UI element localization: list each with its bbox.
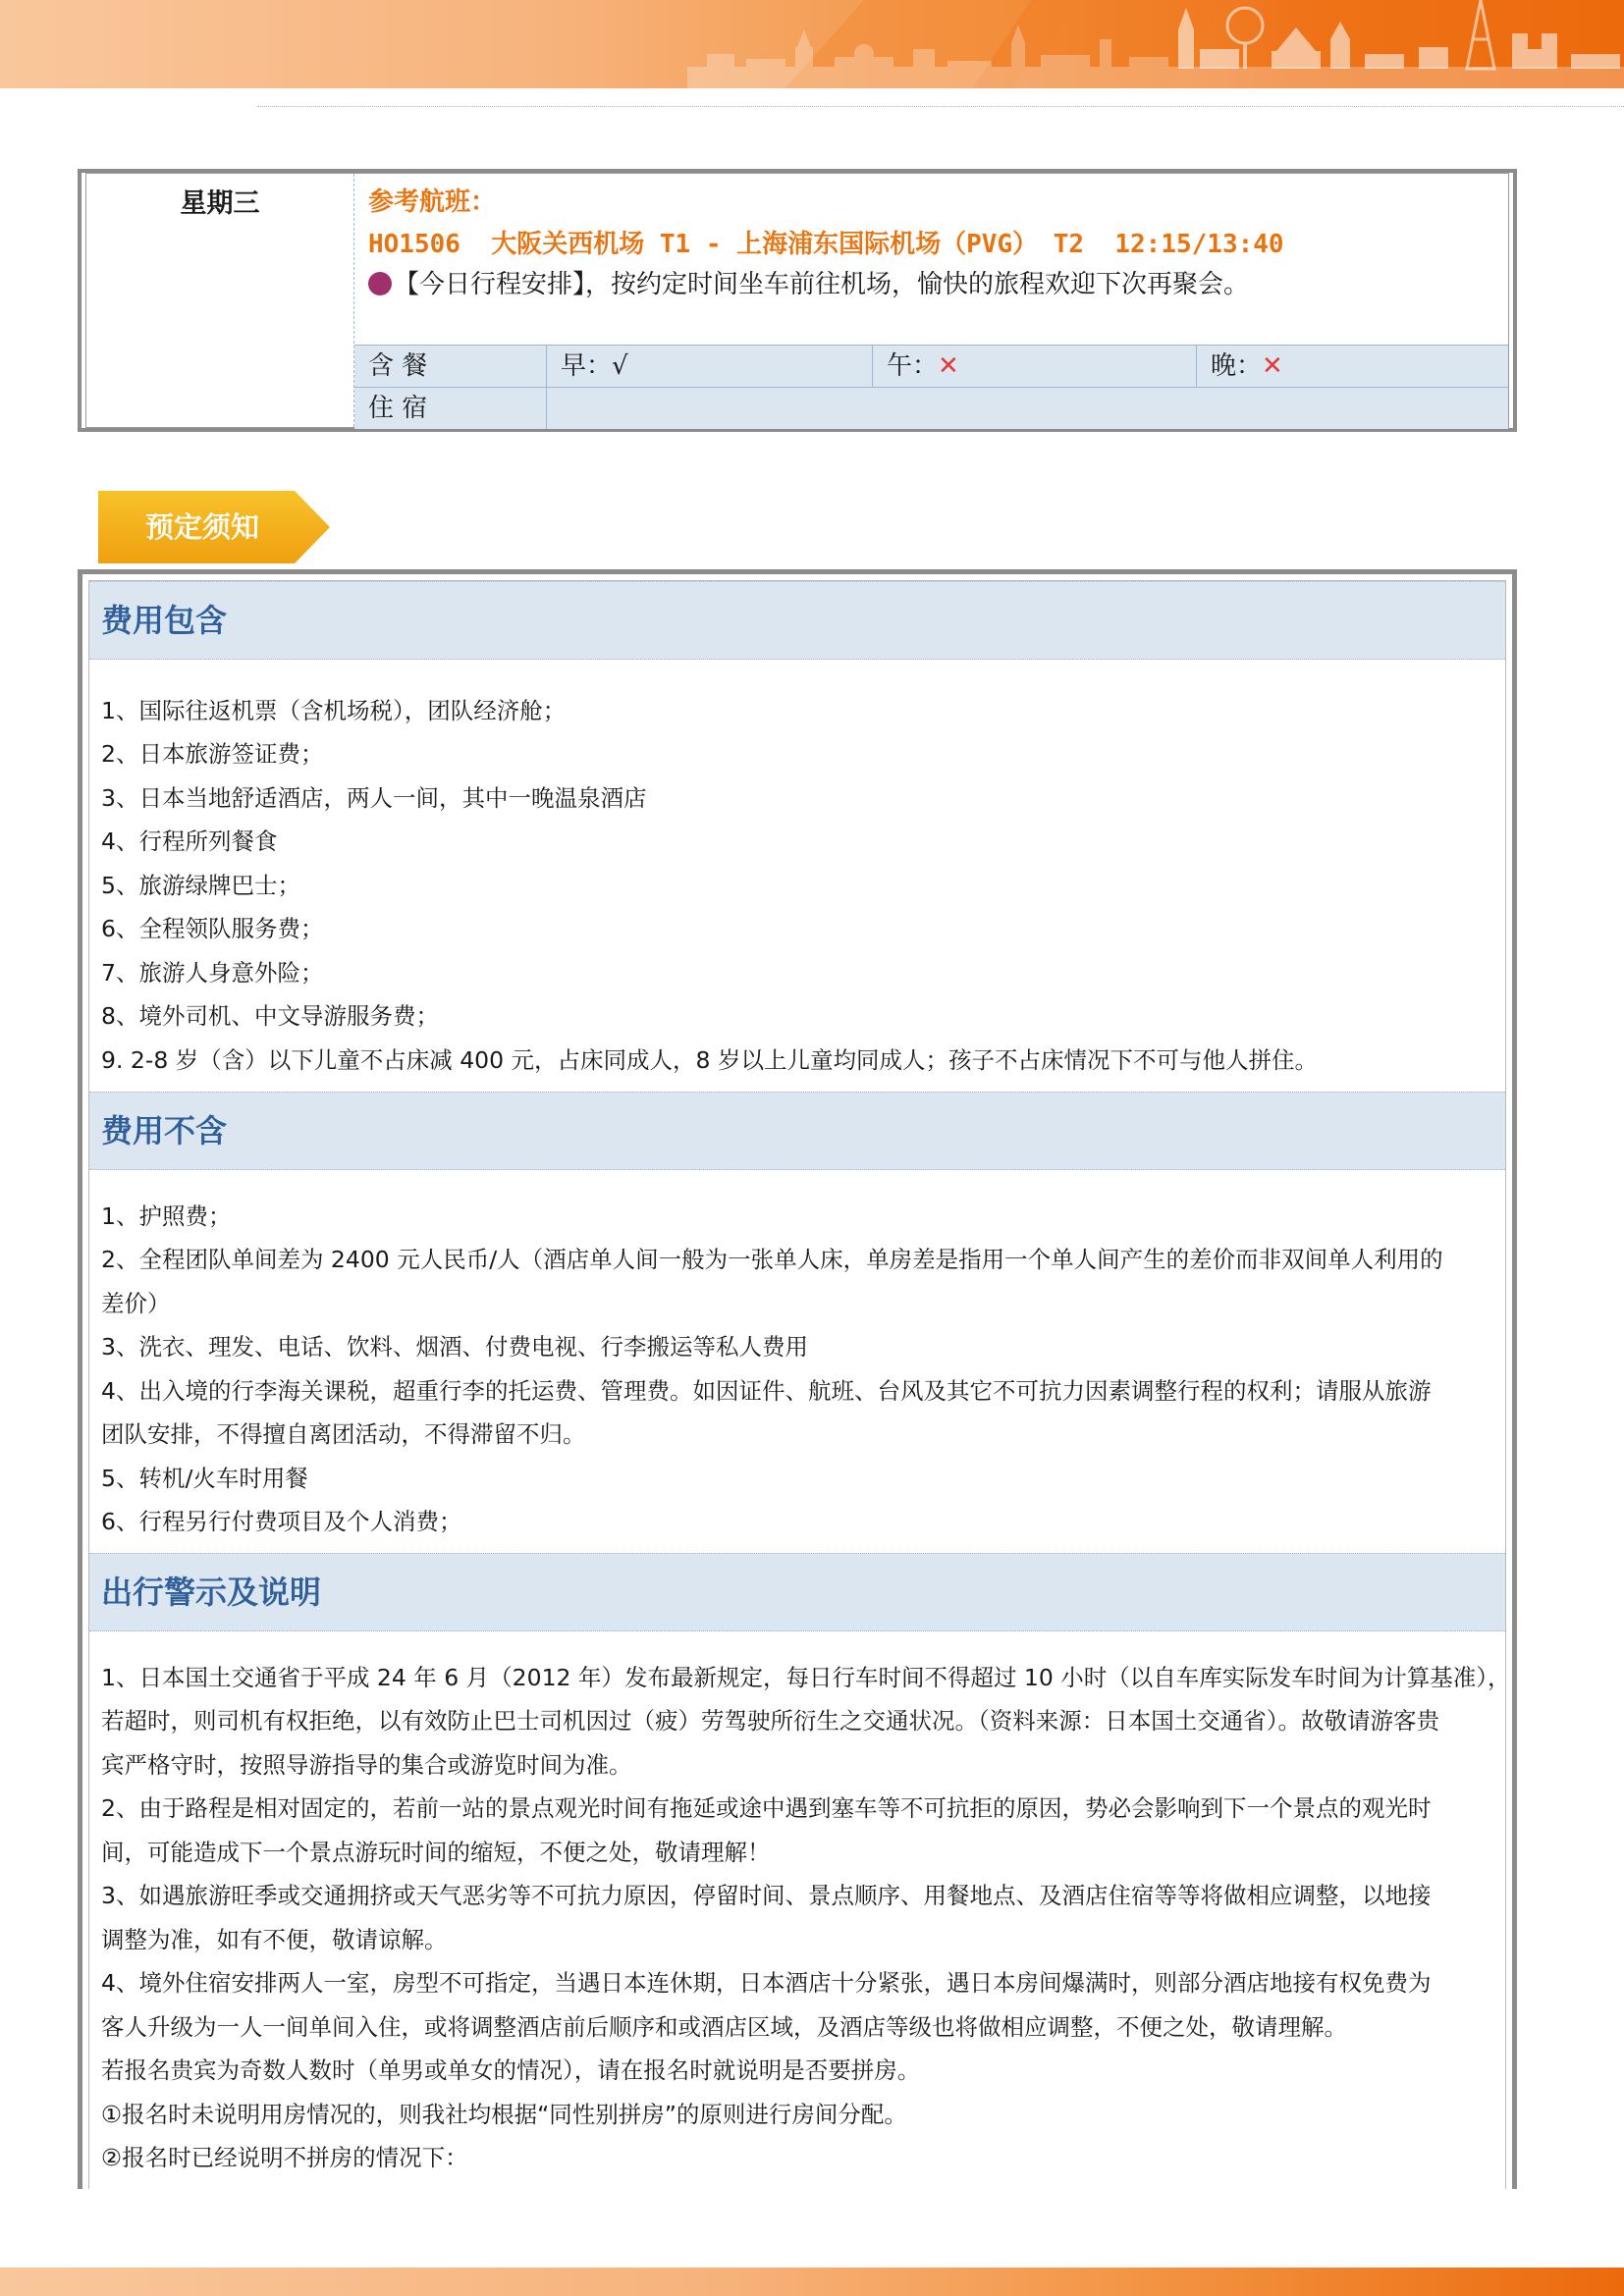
list-item: 间，可能造成下一个景点游玩时间的缩短，不便之处，敬请理解！ xyxy=(101,1839,771,1866)
list-item: 3、日本当地舒适酒店，两人一间，其中一晚温泉酒店 xyxy=(101,784,647,812)
list-item: 3、洗衣、理发、电话、饮料、烟酒、付费电视、行李搬运等私人费用 xyxy=(101,1333,808,1361)
day-plan xyxy=(368,264,1249,300)
list-item: 7、旅游人身意外险； xyxy=(101,959,324,987)
lunch-cell xyxy=(873,346,1197,387)
breakfast-cell: 早：√ xyxy=(547,346,873,387)
list-item: 4、行程所列餐食 xyxy=(101,828,278,855)
hotel-label: 住 宿 xyxy=(354,388,547,429)
lunch-label: 午： xyxy=(887,351,939,381)
list-item: ①报名时未说明用房情况的，则我社均根据“同性别拼房”的原则进行房间分配。 xyxy=(101,2101,907,2128)
city-skyline-icon xyxy=(0,0,1624,88)
list-item: 差价） xyxy=(101,1290,171,1317)
list-item: 9. 2-8 岁（含）以下儿童不占床减 400 元，占床同成人，8 岁以上儿童均同成人；孩子不占床情况下不可与他人拼住。 xyxy=(101,1046,1318,1074)
section-title-excluded: 费用不含 xyxy=(101,1112,228,1149)
list-item: 6、行程另行付费项目及个人消费； xyxy=(101,1508,462,1535)
list-item: 宾严格守时，按照导游指导的集合或游览时间为准。 xyxy=(101,1751,632,1779)
list-item: 3、如遇旅游旺季或交通拥挤或天气恶劣等不可抗力原因，停留时间、景点顺序、用餐地点、及酒店住宿等等将做相应调整，以地接 xyxy=(101,1882,1432,1909)
cross-icon: ✕ xyxy=(1262,351,1283,381)
list-item: 调整为准，如有不便，敬请谅解。 xyxy=(101,1926,448,1953)
list-item: 客人升级为一人一间单间入住，或将调整酒店前后顺序和或酒店区域，及酒店等级也将做相应调整，不便之处，敬请理解。 xyxy=(101,2013,1347,2041)
bullet-dot-icon xyxy=(368,272,392,295)
hotel-row xyxy=(354,387,1508,429)
day-itinerary-table xyxy=(78,169,1517,432)
dinner-cell xyxy=(1197,346,1508,387)
day-label: 星期三 xyxy=(180,188,260,219)
list-item: 6、全程领队服务费； xyxy=(101,915,324,942)
list-item: 若超时，则司机有权拒绝，以有效防止巴士司机因过（疲）劳驾驶所衍生之交通状况。（资料来源：日本国土交通省）。故敬请游客贵 xyxy=(101,1707,1439,1735)
list-item: 5、旅游绿牌巴士； xyxy=(101,872,300,899)
list-item: 若报名贵宾为奇数人数时（单男或单女的情况），请在报名时就说明是否要拼房。 xyxy=(101,2056,921,2084)
footer-bar xyxy=(0,2268,1624,2296)
list-item: 4、出入境的行李海关课税，超重行李的托运费、管理费。如因证件、航班、台风及其它不可抗力因素调整行程的权利；请服从旅游 xyxy=(101,1377,1432,1405)
list-item: ②报名时已经说明不拼房的情况下： xyxy=(101,2144,468,2171)
section-title-included: 费用包含 xyxy=(101,602,228,639)
cross-icon: ✕ xyxy=(938,351,959,381)
day-details xyxy=(354,174,1508,427)
list-item: 1、护照费； xyxy=(101,1202,232,1230)
list-item: 1、日本国土交通省于平成 24 年 6 月（2012 年）发布最新规定，每日行车时间不得超过 10 小时（以自车库实际发车时间为计算基准）， xyxy=(101,1664,1511,1691)
list-item: 8、境外司机、中文导游服务费； xyxy=(101,1002,439,1030)
list-item: 4、境外住宿安排两人一室，房型不可指定，当遇日本连休期，日本酒店十分紧张，遇日本房间爆满时，则部分酒店地接有权免费为 xyxy=(101,1969,1432,1997)
header-banner xyxy=(0,0,1624,88)
flight-title: 参考航班： xyxy=(368,187,497,217)
hotel-value xyxy=(547,388,1508,429)
list-item: 2、全程团队单间差为 2400 元人民币/人（酒店单人间一般为一张单人床，单房差是指用一个单人间产生的差价而非双间单人利用的 xyxy=(101,1246,1443,1273)
section-header-excluded xyxy=(89,1092,1505,1170)
list-item: 5、转机/火车时用餐 xyxy=(101,1465,308,1492)
day-plan-text: 【今日行程安排】，按约定时间坐车前往机场，愉快的旅程欢迎下次再聚会。 xyxy=(394,270,1250,299)
day-column xyxy=(86,174,354,427)
section-header-warnings xyxy=(89,1553,1505,1631)
flight-info: HO1506 大阪关西机场 T1 - 上海浦东国际机场（PVG） T2 12:15/13:40 xyxy=(368,230,1284,259)
list-item: 1、国际往返机票（含机场税），团队经济舱； xyxy=(101,697,567,724)
meals-label: 含 餐 xyxy=(354,346,547,387)
header-divider xyxy=(257,106,1624,107)
list-item: 2、由于路程是相对固定的，若前一站的景点观光时间有拖延或途中遇到塞车等不可抗拒的原因，势必会影响到下一个景点的观光时 xyxy=(101,1794,1432,1822)
section-title-warnings: 出行警示及说明 xyxy=(101,1574,322,1611)
booking-notice-tag: 预定须知 xyxy=(144,510,259,544)
list-item: 2、日本旅游签证费； xyxy=(101,740,324,768)
booking-notice-box xyxy=(78,569,1517,2189)
section-header-included xyxy=(89,581,1505,660)
dinner-label: 晚： xyxy=(1211,351,1263,381)
list-item: 团队安排，不得擅自离团活动，不得滞留不归。 xyxy=(101,1420,586,1448)
meals-row xyxy=(354,345,1508,387)
